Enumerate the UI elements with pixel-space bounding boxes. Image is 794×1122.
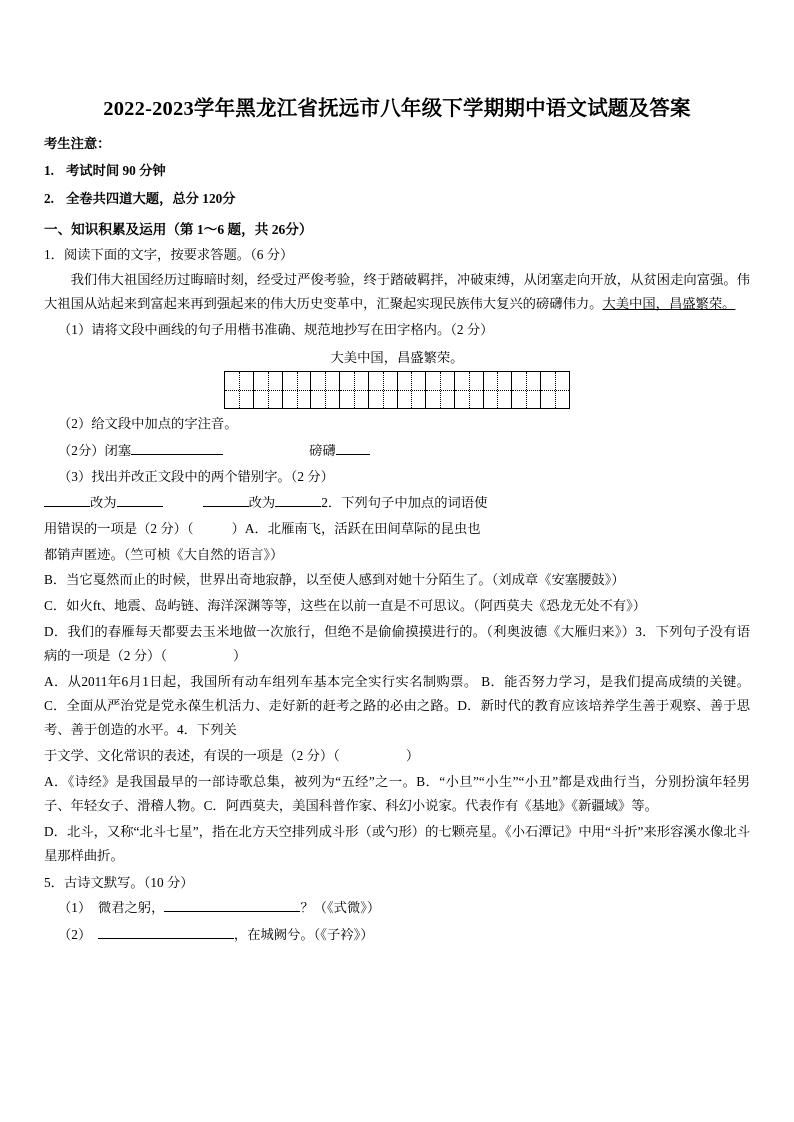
notice-item-text: 考试时间 90 分钟 — [66, 163, 166, 179]
item-number: （1） — [58, 900, 92, 916]
tianzige-cell[interactable] — [484, 372, 513, 408]
typo-blank-1a[interactable] — [44, 492, 90, 507]
question-1-sub-3-answer-row — [44, 491, 750, 515]
passage-text: 我们伟大祖国经历过晦暗时刻，经受过严俊考验，终于踏破羁拌，冲破束缚，从闭塞走向开放，从贫困走向富强。伟大祖国从站起来到富起来再到强起来的伟大历史变革中，汇聚起实现民族伟大复兴的磅礴伟力。 — [44, 272, 750, 311]
tianzige-cell[interactable] — [512, 372, 541, 408]
question-2-option-d: D．我们的春雁每天都要去玉米地做一次旅行，但绝不是偷偷摸摸进行的。（利奥波德《大雁归来》） — [44, 624, 636, 640]
typo-blank-2a[interactable] — [203, 492, 249, 507]
notice-item-number: 1. — [44, 163, 54, 179]
copy-target-sentence: 大美中国，昌盛繁荣。 — [330, 350, 464, 365]
examinee-notice-heading: 考生注意： — [44, 135, 111, 151]
question-3-options — [44, 670, 750, 742]
notice-item-text: 全卷共四道大题，总分 120分 — [66, 190, 236, 206]
question-3-option-b: B．能否努力学习，是我们提高成绩的关键。 — [481, 674, 751, 690]
question-3-stem: 3．下列句子没有语病的一项是（2 分）（ — [44, 624, 750, 664]
question-4-option-a: A．《诗经》是我国最早的一部诗歌总集，被列为“五经”之一。 — [44, 773, 417, 789]
question-2-option-a-continued: 都销声匿迹。（竺可桢《大自然的语言》） — [44, 546, 284, 562]
tianzige-cell[interactable] — [541, 372, 570, 408]
tianzige-cell[interactable] — [455, 372, 484, 408]
correct-label-2: 改为 — [248, 494, 276, 510]
question-4-option-c: C．阿西莫夫，美国科普作家、科幻小说家。代表作有《基地》《新疆域》等。 — [203, 797, 658, 813]
pinyin-blank-2[interactable] — [336, 440, 370, 455]
question-4-option-b: B．“小旦”“小生”“小丑”都是戏曲行当，分别扮演年轻男子、年轻女子、滑稽人物。 — [44, 773, 750, 813]
tianzige-cell[interactable] — [254, 372, 283, 408]
question-5-stem: 5．古诗文默写。（10 分） — [44, 874, 194, 890]
question-3-option-c: C．全面从严治党是党永葆生机活力、走好新的赶考之路的必由之路。 — [44, 698, 458, 714]
notice-item — [44, 161, 750, 182]
tianzige-cell[interactable] — [225, 372, 254, 408]
question-2-stem-continued — [44, 517, 750, 541]
question-3-option-d: D．新时代的教育应该培养学生善于观察、善于思考、善于创造的水平。 — [44, 698, 750, 738]
tianzige-grid[interactable] — [224, 371, 569, 409]
tianzige-cell[interactable] — [426, 372, 455, 408]
question-4-stem-text: 于文学、文化常识的表述，有误的一项是（2 分）（ — [44, 747, 340, 763]
page-title: 2022-2023学年黑龙江省抚远市八年级下学期期中语文试题及答案 — [103, 98, 691, 120]
section-heading-one: 一、知识积累及运用（第 1～6 题，共 26分） — [44, 221, 313, 237]
question-3-stem-close: ） — [233, 648, 247, 664]
question-1-sub-1: （1）请将文段中画线的句子用楷书准确、规范地抄写在田字格内。（2 分） — [58, 322, 494, 338]
pinyin-blank-1[interactable] — [131, 440, 223, 455]
question-5-item-1 — [44, 897, 750, 920]
question-4-options — [44, 770, 750, 818]
tianzige-cell[interactable] — [398, 372, 427, 408]
question-2-option-b: B．当它戛然而止的时候，世界出奇地寂静，以至使人感到对她十分陌生了。（刘成章《安塞腰鼓》） — [44, 572, 625, 588]
item-after-text: ，在城阙兮。（《子衿》） — [233, 926, 374, 942]
question-1-stem: 1．阅读下面的文字，按要求答题。（6 分） — [44, 246, 294, 262]
question-1-sub-3: （3）找出并改正文段中的两个错别字。（2 分） — [58, 469, 334, 485]
item-after-text: ？（《式微》） — [300, 900, 381, 916]
question-2-stem-tail: 2．下列句子中加点的词语使 — [321, 494, 488, 510]
tianzige-cell[interactable] — [340, 372, 369, 408]
tianzige-cell[interactable] — [311, 372, 340, 408]
question-4-option-d: D．北斗，又称“北斗七星”，指在北方天空排列成斗形（或勺形）的七颗亮星。《小石潭记》中用“斗折”来形容溪水像北斗星那样曲折。 — [44, 823, 750, 863]
question-3-option-a: A．从2011年6月1日起，我国所有动车组列车基本完全实行实名制购票。 — [44, 674, 478, 690]
tianzige-cell[interactable] — [283, 372, 312, 408]
question-2-option-c: C．如火ft、地震、岛屿链、海洋深渊等等，这些在以前一直是不可思议。（阿西莫夫《恐龙无处不有》） — [44, 598, 647, 614]
question-2-option-d-and-q3-stem — [44, 620, 750, 668]
question-1-sub-2: （2）给文段中加点的字注音。 — [58, 415, 238, 431]
question-2-stem-close: ）A．北雁南飞，活跃在田间草际的昆虫也 — [231, 520, 481, 536]
notice-item — [44, 189, 750, 210]
pinyin-word-1: 闭塞 — [104, 442, 132, 458]
typo-blank-2b[interactable] — [275, 492, 321, 507]
recitation-blank-1[interactable] — [164, 897, 300, 912]
question-4-stem-continued — [44, 744, 750, 768]
question-4-stem-close: ） — [405, 747, 420, 763]
item-before-text: 微君之躬， — [97, 900, 165, 916]
question-2-stem-text: 用错误的一项是（2 分）（ — [44, 520, 194, 536]
question-4-stem-head: 4．下列关 — [176, 722, 237, 738]
correct-label-1: 改为 — [90, 494, 117, 510]
tianzige-grid-wrapper — [44, 371, 750, 409]
sub-2-score: （2分） — [58, 442, 105, 458]
notice-item-number: 2. — [44, 190, 54, 206]
typo-blank-1b[interactable] — [117, 492, 163, 507]
pinyin-word-2: 磅礴 — [309, 442, 336, 458]
item-number: （2） — [58, 926, 92, 942]
question-1-passage — [44, 268, 750, 315]
question-5-item-2 — [44, 924, 750, 947]
recitation-blank-2[interactable] — [98, 924, 234, 939]
passage-underlined-sentence: 大美中国，昌盛繁荣。 — [602, 295, 736, 311]
tianzige-cell[interactable] — [369, 372, 398, 408]
question-1-sub-2-answer-row — [44, 440, 750, 463]
